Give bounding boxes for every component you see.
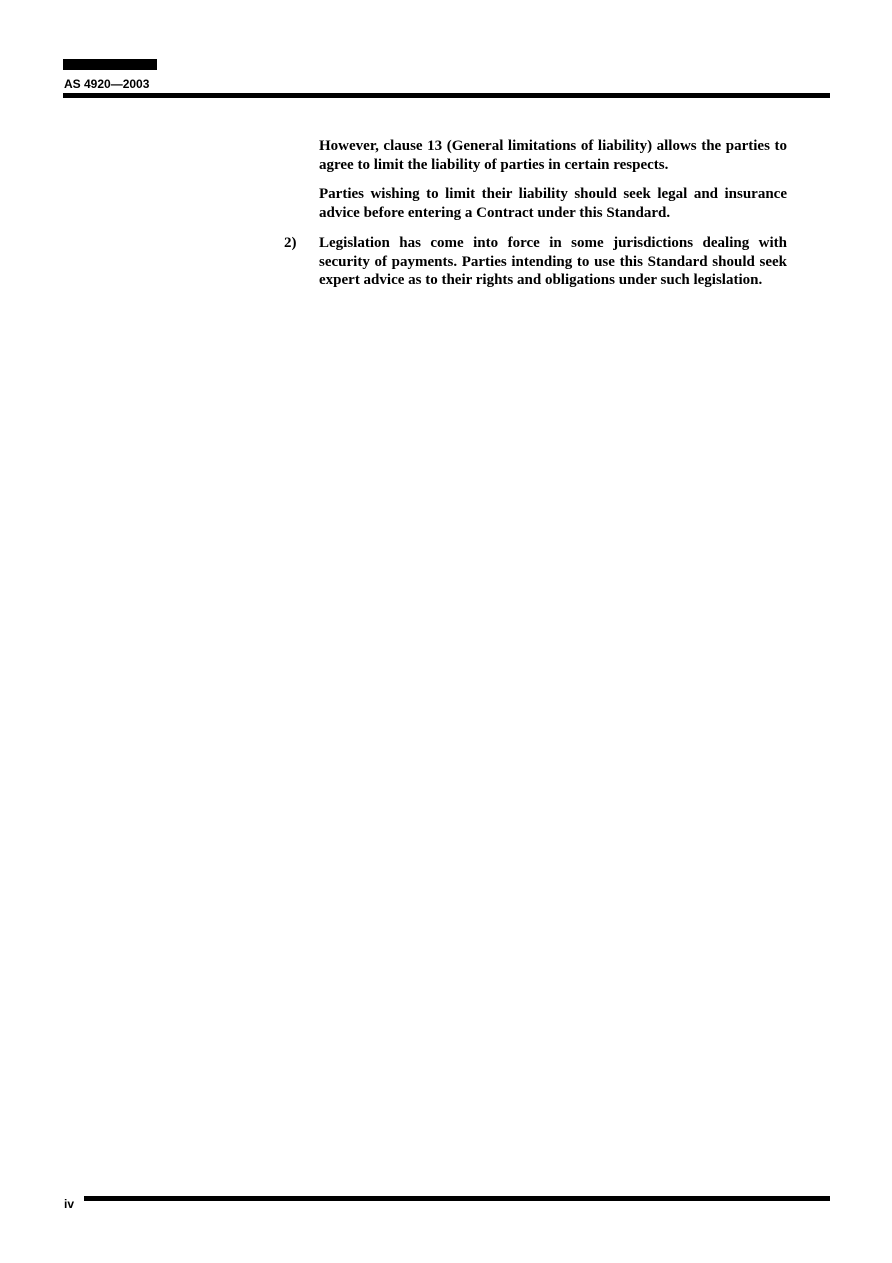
paragraph-legal-advice: Parties wishing to limit their liability should seek legal and insurance advice before entering a Contract under this Standard.	[319, 186, 787, 221]
header-rule	[63, 93, 830, 98]
list-item-marker: 2)	[284, 235, 297, 251]
footer-rule	[84, 1196, 830, 1201]
list-item-legislation: Legislation has come into force in some jurisdictions dealing with security of payments. Parties intending to use this Standard should seek expert advice as to their rights and obligations under such legislation.	[319, 235, 787, 288]
header-tab-bar	[63, 59, 157, 70]
paragraph-liability-clause: However, clause 13 (General limitations of liability) allows the parties to agree to limit the liability of parties in certain respects.	[319, 138, 787, 173]
document-code: AS 4920—2003	[64, 77, 150, 91]
page-number: iv	[64, 1197, 75, 1211]
